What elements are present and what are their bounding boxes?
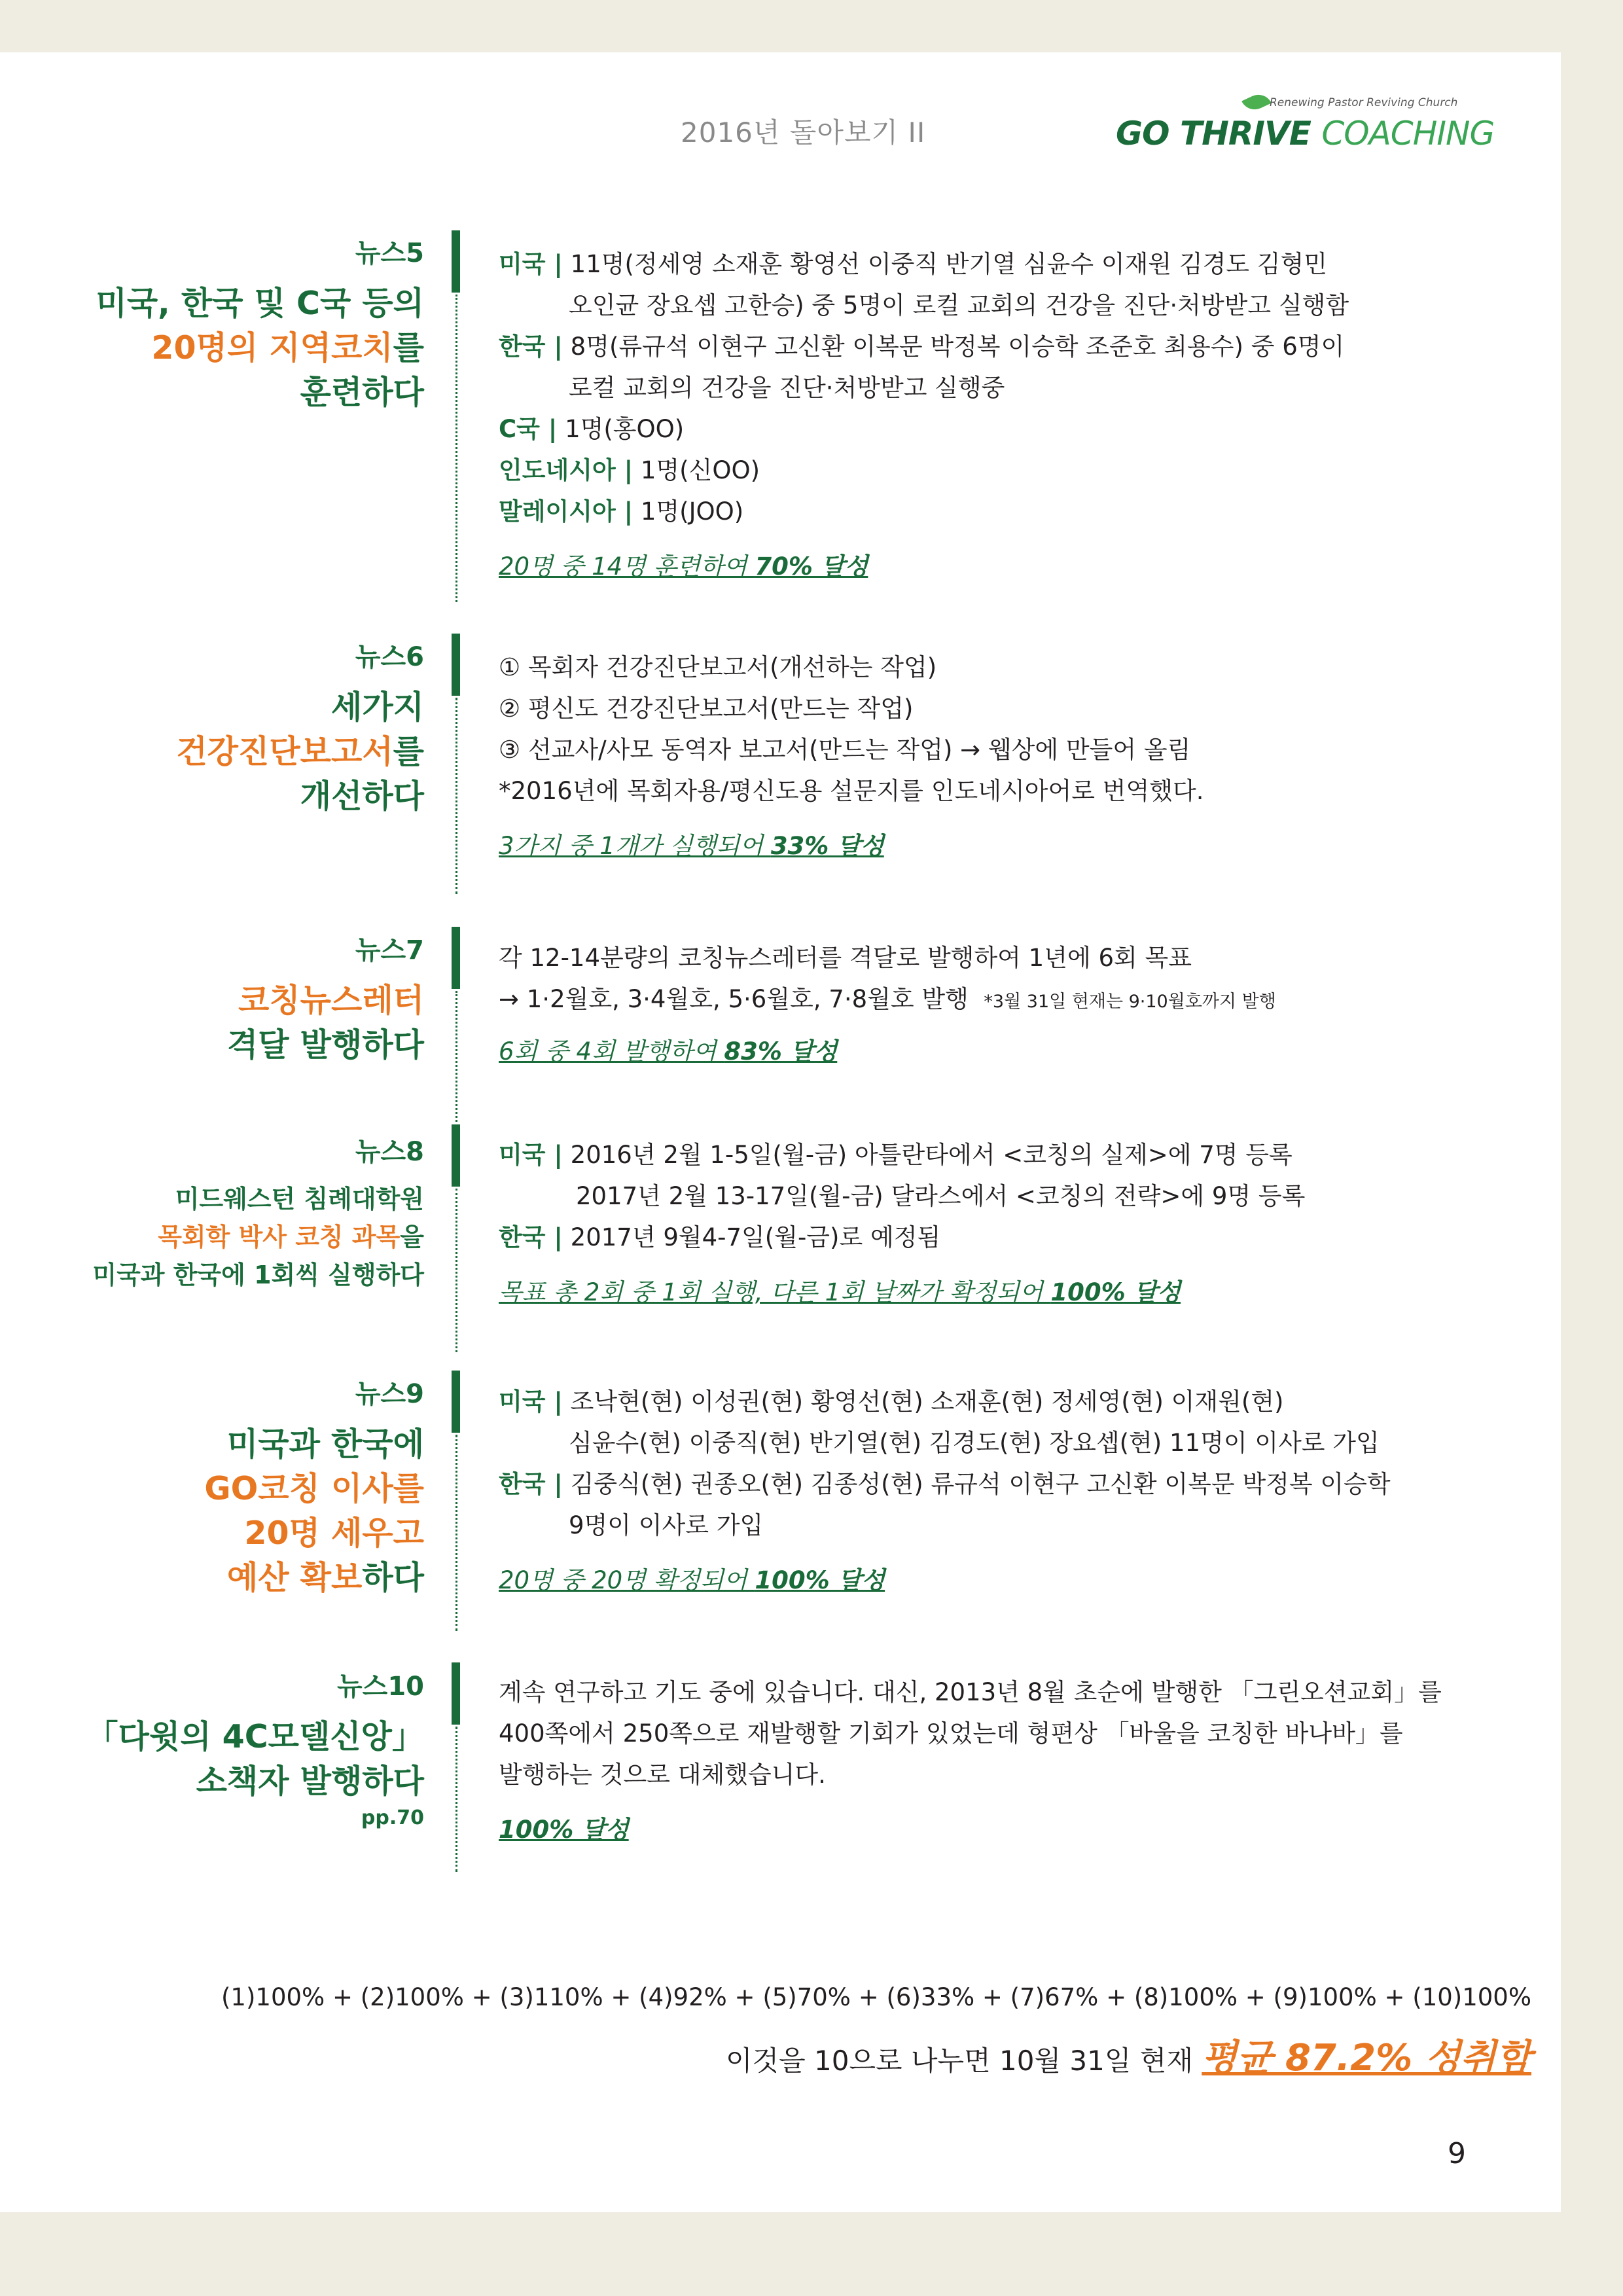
news10-title-2: 소책자 발행하다 xyxy=(196,1763,424,1800)
news8-label: 뉴스8 xyxy=(355,1137,424,1167)
news10-bar xyxy=(452,1662,460,1725)
news9-result: 20명 중 20명 확정되어 100% 달성 xyxy=(499,1566,885,1594)
page-number: 9 xyxy=(1448,2137,1466,2170)
news7-line-2: → 1·2월호, 3·4월호, 5·6월호, 7·8월호 발행 *3월 31일 현재는 9·10월호까지 발행 xyxy=(499,985,1276,1013)
news8-body xyxy=(499,1134,1480,1308)
news6-line-1: ① 목회자 건강진단보고서(개선하는 작업) xyxy=(499,653,937,681)
news6-result: 3가지 중 1개가 실행되어 33% 달성 xyxy=(499,832,884,860)
news8-line-3: 한국 | 2017년 9월4-7일(월-금)로 예정됨 xyxy=(499,1223,941,1251)
news9-title-1: 미국과 한국에 xyxy=(226,1426,424,1463)
news6-title-1: 세가지 xyxy=(330,689,424,726)
header-title: 2016년 돌아보기 II xyxy=(681,117,926,149)
summary-formula: (1)100% + (2)100% + (3)110% + (4)92% + (5)70% + (6)33% + (7)67% + (8)100% + (9)100% + (10)100% xyxy=(221,1983,1531,2011)
news5-line-2: 오인균 장요셉 고한승) 중 5명이 로컬 교회의 건강을 진단·처방받고 실행함 xyxy=(569,291,1349,319)
news6-bar xyxy=(452,634,460,696)
news8-line-2: 2017년 2월 13-17일(월-금) 달라스에서 <코칭의 전략>에 9명 등록 xyxy=(576,1182,1306,1210)
news10-title-1: 「다윗의 4C모델신앙」 xyxy=(86,1718,424,1755)
edge-tab-top xyxy=(1561,52,1623,190)
news8-title-2: 목회학 박사 코칭 과목을 xyxy=(158,1223,424,1251)
news6-title-2: 건강진단보고서를 xyxy=(176,733,424,770)
news10-line-3: 발행하는 것으로 대체했습니다. xyxy=(499,1761,826,1789)
go-thrive-coaching-logo xyxy=(1116,88,1495,154)
edge-tab-bottom xyxy=(1561,2075,1623,2212)
news6-line-2: ② 평신도 건강진단보고서(만드는 작업) xyxy=(499,694,914,723)
news7-label: 뉴스7 xyxy=(355,935,424,965)
news6-line-4: *2016년에 목회자용/평신도용 설문지를 인도네시아어로 번역했다. xyxy=(499,777,1204,805)
news8-title-3: 미국과 한국에 1회씩 실행하다 xyxy=(92,1261,424,1289)
news7-bar xyxy=(452,927,460,989)
news10-result: 100% 달성 xyxy=(499,1816,629,1844)
news7-line-1: 각 12-14분량의 코칭뉴스레터를 격달로 발행하여 1년에 6회 목표 xyxy=(499,944,1192,972)
news10-line-2: 400쪽에서 250쪽으로 재발행할 기회가 있었는데 형편상 「바울을 코칭한 바나바」를 xyxy=(499,1719,1403,1748)
news9-line-4: 9명이 이사로 가입 xyxy=(569,1511,764,1539)
news8-title-1: 미드웨스턴 침례대학원 xyxy=(175,1185,424,1213)
news9-body xyxy=(499,1381,1480,1596)
news9-title-3: 20명 세우고 xyxy=(244,1515,424,1552)
news5-heading xyxy=(5,232,424,415)
news10-heading xyxy=(5,1666,424,1829)
news7-dotted-line xyxy=(455,991,457,1122)
summary-average: 이것을 10으로 나누면 10월 31일 현재 평균 87.2% 성취함 xyxy=(725,2037,1531,2079)
news5-title-3: 훈련하다 xyxy=(300,374,424,411)
news5-dotted-line xyxy=(455,295,457,602)
news10-dotted-line xyxy=(455,1727,457,1872)
leaf-icon xyxy=(1241,90,1272,115)
news7-title-2: 격달 발행하다 xyxy=(226,1026,424,1064)
news10-label: 뉴스10 xyxy=(337,1672,424,1702)
news6-line-3: ③ 선교사/사모 동역자 보고서(만드는 작업) → 웹상에 만들어 올림 xyxy=(499,736,1191,764)
news5-line-7: 말레이시아 | 1명(JOO) xyxy=(499,497,744,526)
news5-title-2: 20명의 지역코치를 xyxy=(151,329,424,367)
news8-line-1: 미국 | 2016년 2월 1-5일(월-금) 아틀란타에서 <코칭의 실제>에 7명 등록 xyxy=(499,1141,1293,1169)
news9-line-2: 심윤수(현) 이중직(현) 반기열(현) 김경도(현) 장요셉(현) 11명이 이사로 가입 xyxy=(569,1429,1380,1457)
news6-label: 뉴스6 xyxy=(355,642,424,672)
news5-line-4: 로컬 교회의 건강을 진단·처방받고 실행중 xyxy=(569,374,1005,402)
news6-dotted-line xyxy=(455,698,457,894)
news6-title-3: 개선하다 xyxy=(300,778,424,815)
news9-line-1: 미국 | 조낙현(현) 이성권(현) 황영선(현) 소재훈(현) 정세영(현) 이재원(현) xyxy=(499,1388,1284,1416)
news6-body xyxy=(499,647,1480,861)
news8-result: 목표 총 2회 중 1회 실행, 다른 1회 날짜가 확정되어 100% 달성 xyxy=(499,1278,1181,1306)
news9-title-2: GO코칭 이사를 xyxy=(204,1470,424,1507)
news5-line-5: C국 | 1명(홍OO) xyxy=(499,415,685,443)
average-result: 평균 87.2% 성취함 xyxy=(1202,2037,1531,2079)
news5-body xyxy=(499,243,1480,582)
news7-title-1: 코칭뉴스레터 xyxy=(238,982,424,1019)
news5-line-3: 한국 | 8명(류규석 이현구 고신환 이복문 박정복 이승학 조준호 최용수) 중 6명이 xyxy=(499,332,1345,361)
news9-heading xyxy=(5,1373,424,1600)
news10-body xyxy=(499,1672,1480,1845)
news6-heading xyxy=(5,636,424,819)
news9-title-4: 예산 확보하다 xyxy=(226,1559,424,1596)
news5-title-1: 미국, 한국 및 C국 등의 xyxy=(96,285,424,322)
news5-result: 20명 중 14명 훈련하여 70% 달성 xyxy=(499,552,868,581)
news5-line-1: 미국 | 11명(정세영 소재훈 황영선 이중직 반기열 심윤수 이재원 김경도 김형민 xyxy=(499,250,1328,278)
logo-wordmark: GO THRIVE COACHING xyxy=(1116,115,1495,152)
news5-line-6: 인도네시아 | 1명(신OO) xyxy=(499,456,760,484)
news8-dotted-line xyxy=(455,1189,457,1352)
news9-line-3: 한국 | 김중식(현) 권종오(현) 김종성(현) 류규석 이현구 고신환 이복문 박정복 이승학 xyxy=(499,1470,1391,1498)
news10-line-1: 계속 연구하고 기도 중에 있습니다. 대신, 2013년 8월 초순에 발행한 「그린오션교회」를 xyxy=(499,1678,1442,1706)
news9-label: 뉴스9 xyxy=(355,1379,424,1409)
news5-label: 뉴스5 xyxy=(355,238,424,268)
news9-dotted-line xyxy=(455,1435,457,1631)
news9-bar xyxy=(452,1371,460,1433)
news7-heading xyxy=(5,929,424,1067)
news7-body xyxy=(499,937,1480,1067)
news7-result: 6회 중 4회 발행하여 83% 달성 xyxy=(499,1037,838,1066)
logo-tagline: Renewing Pastor Reviving Church xyxy=(1270,96,1458,109)
news8-heading xyxy=(5,1131,424,1294)
news5-bar xyxy=(452,230,460,293)
news7-note: *3월 31일 현재는 9·10월호까지 발행 xyxy=(984,992,1276,1012)
news8-bar xyxy=(452,1124,460,1187)
news10-page-ref: pp.70 xyxy=(361,1806,424,1829)
